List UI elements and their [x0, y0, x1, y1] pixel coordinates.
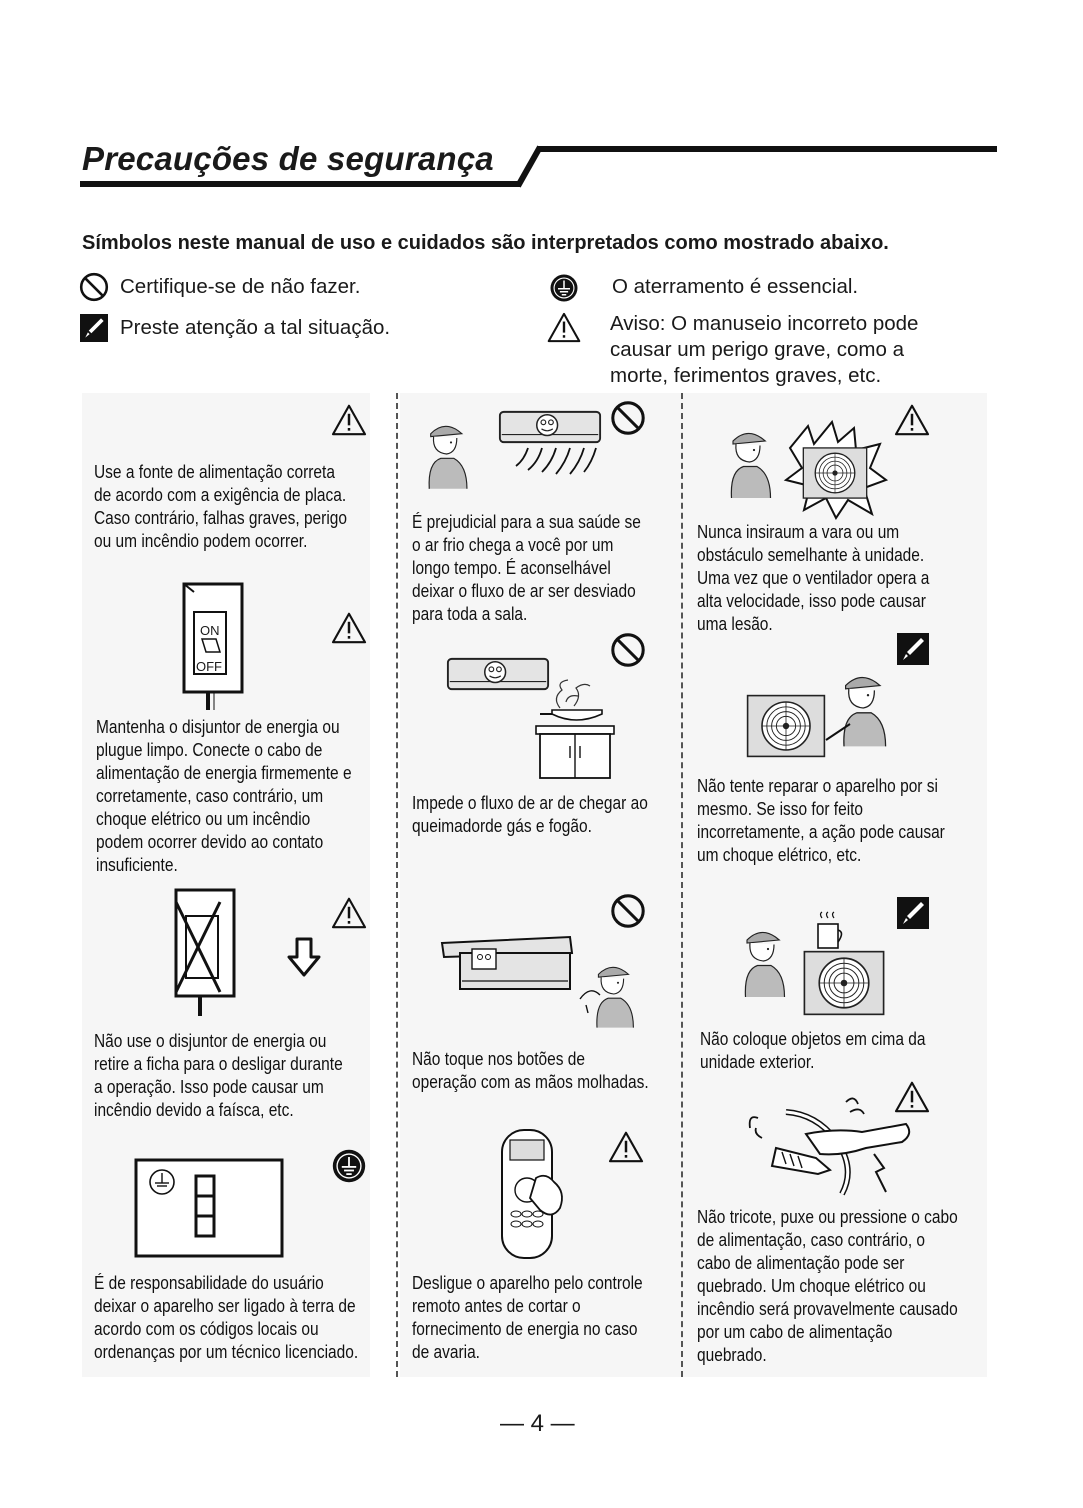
warning-icon	[894, 404, 930, 436]
warning-icon	[608, 1131, 644, 1163]
breaker-crossed-illustration	[172, 888, 242, 1020]
title-underline	[0, 0, 1083, 200]
gas-stove-illustration	[530, 680, 620, 782]
column-divider	[681, 393, 683, 1377]
text-gas-stove: Impede o fluxo de ar de chegar ao queimadorde gás e fogão.	[412, 793, 648, 836]
person-icon	[724, 416, 784, 508]
cup-icon	[814, 912, 846, 952]
prohibit-icon	[609, 892, 647, 930]
text-no-objects: Não coloque objetos em cima da unidade exterior.	[700, 1029, 926, 1072]
breaker-switch-illustration	[180, 582, 250, 712]
ground-icon	[331, 1148, 367, 1184]
text-no-cable: Não tricote, puxe ou pressione o cabo de alimentação, caso contrário, o cabo de alimentação pode ser quebrado. Um choque elétrico ou incêndio será provavelmente causado por um cabo de alimentação quebrado.	[697, 1207, 958, 1365]
text-power-source: Use a fonte de alimentação correta de acordo com a exigência de placa. Caso contrário, falhas graves, perigo ou um incêndio podem ocorrer.	[94, 462, 347, 551]
column-divider	[396, 393, 398, 1377]
text-breaker-clean: Mantenha o disjuntor de energia ou plugue limpo. Conecte o cabo de alimentação de energia firmemente e corretamente, caso contrário, um choque elétrico ou um incêndio podem ocorrer devido ao contato insuficiente.	[96, 717, 352, 875]
prohibit-icon	[609, 399, 647, 437]
attention-icon	[80, 314, 108, 342]
text-wet-hands: Não toque nos botões de operação com as mãos molhadas.	[412, 1049, 649, 1092]
cold-air-flow-icon	[498, 444, 602, 478]
text-grounding: É de responsabilidade do usuário deixar o aparelho ser ligado à terra de acordo com os códigos locais ou ordenanças por um técnico licenciado.	[94, 1273, 359, 1362]
repair-person-icon	[826, 660, 900, 756]
page-number: — 4 —	[500, 1410, 575, 1437]
down-arrow-icon	[287, 937, 321, 979]
ground-icon	[549, 273, 579, 303]
grounding-box-illustration	[134, 1158, 286, 1260]
warning-icon	[547, 312, 581, 343]
person-icon	[738, 912, 798, 1010]
warning-icon	[331, 897, 367, 929]
warning-icon	[331, 404, 367, 436]
intro-text: Símbolos neste manual de uso e cuidados são interpretados como mostrado abaixo.	[82, 232, 889, 254]
text-no-repair: Não tente reparar o aparelho por si mesmo. Se isso for feito incorretamente, a ação pode causar um choque elétrico, etc.	[697, 776, 945, 865]
legend-attention: Preste atenção a tal situação.	[120, 316, 391, 339]
air-conditioner-icon	[498, 409, 602, 445]
prohibit-icon	[78, 271, 110, 303]
outdoor-unit-icon	[741, 694, 831, 758]
switch-off-label: OFF	[196, 659, 222, 674]
outdoor-unit-icon	[800, 950, 888, 1016]
warning-icon	[331, 612, 367, 644]
text-cold-air: É prejudicial para a sua saúde se o ar frio chega a você por um longo tempo. É aconselhável deixar o fluxo de ar ser desviado para toda a sala.	[412, 512, 641, 624]
cut-cable-illustration	[746, 1094, 916, 1204]
legend-warning: Aviso: O manuseio incorreto pode causar um perigo grave, como a morte, ferimentos graves, etc.	[610, 312, 919, 387]
switch-on-label: ON	[200, 623, 220, 638]
attention-icon	[897, 897, 929, 929]
legend-ground: O aterramento é essencial.	[612, 275, 859, 298]
prohibit-icon	[609, 631, 647, 669]
wet-hands-illustration	[440, 935, 640, 1043]
page-title: Precauções de segurança	[82, 140, 494, 177]
outdoor-unit-stick-illustration	[780, 418, 890, 522]
text-remote-off: Desligue o aparelho pelo controle remoto antes de cortar o fornecimento de energia no caso de avaria.	[412, 1273, 643, 1362]
text-no-stick: Nunca insiraum a vara ou um obstáculo semelhante à unidade. Uma vez que o ventilador opera a alta velocidade, isso pode causar uma lesão.	[697, 522, 930, 634]
remote-control-illustration	[498, 1128, 570, 1262]
text-breaker-no-switch: Não use o disjuntor de energia ou retire a ficha para o desligar durante a operação. Isso pode causar um incêndio devido a faísca, etc.	[94, 1031, 343, 1120]
attention-icon	[897, 633, 929, 665]
legend-prohibit: Certifique-se de não fazer.	[120, 275, 361, 298]
person-icon	[422, 412, 480, 496]
